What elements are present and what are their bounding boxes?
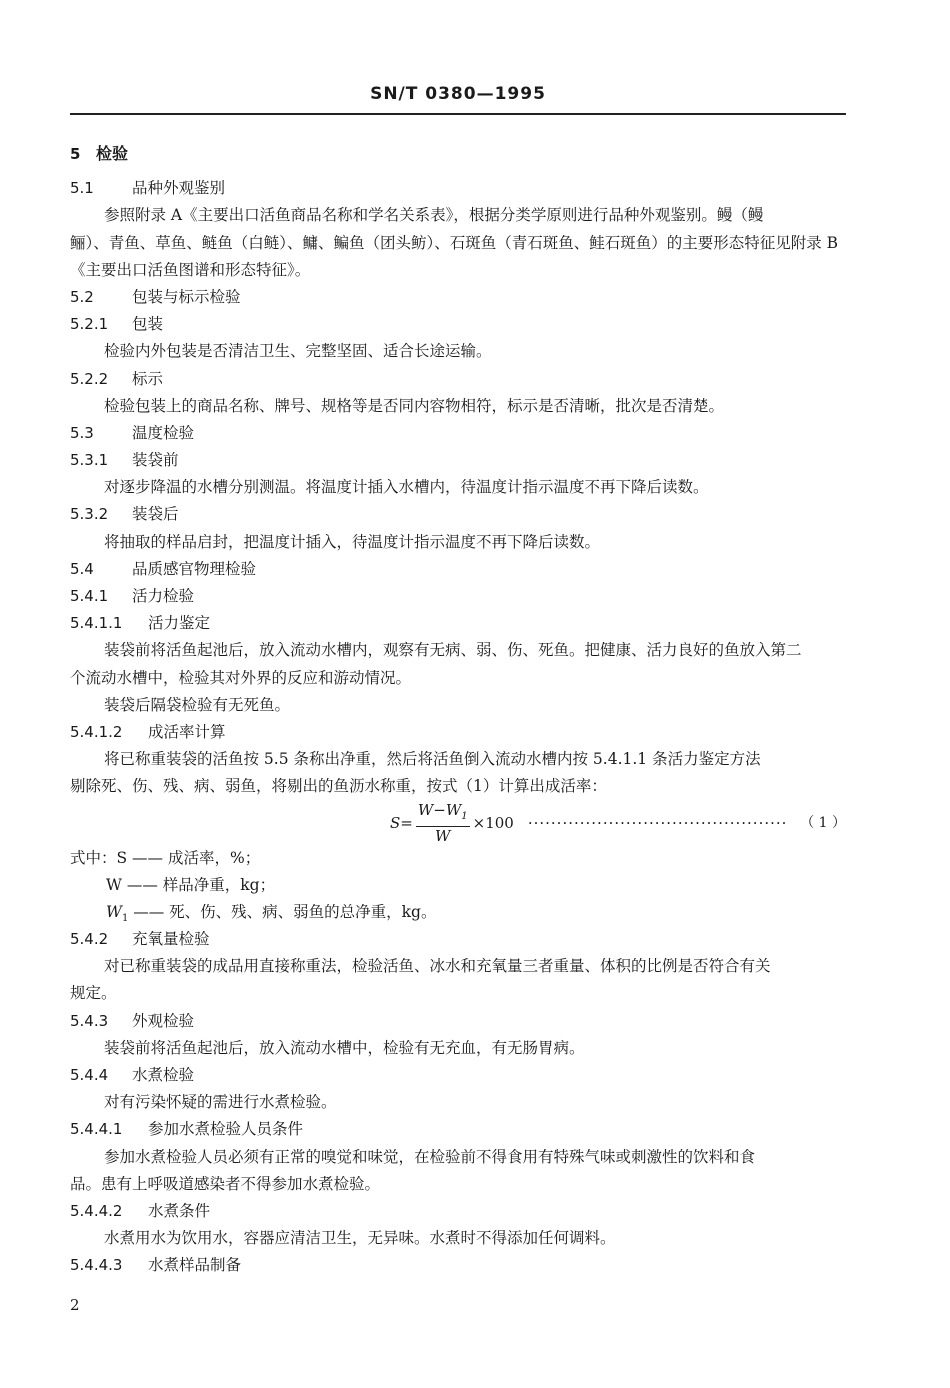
paragraph-line: 个流动水槽中，检验其对外界的反应和游动情况。 [70, 668, 412, 687]
subsection-heading [70, 556, 846, 583]
clause-number: 5.4.1.1 [70, 614, 123, 633]
paragraph-line: 规定。 [70, 984, 117, 1003]
document-body [70, 140, 846, 1280]
paragraph-line: 参加水煮检验人员必须有正常的嗅觉和味觉，在检验前不得食用有特殊气味或刺激性的饮料和食 [104, 1147, 756, 1166]
clause-number: 5.2.1 [70, 315, 109, 334]
page-number: 2 [70, 1296, 80, 1314]
paragraph-line: 检验包装上的商品名称、牌号、规格等是否同内容物相符，标示是否清晰，批次是否清楚。 [104, 396, 725, 415]
survival-rate-formula [70, 800, 846, 845]
clause-number: 5.4.4.3 [70, 1256, 123, 1275]
formula-numerator [416, 801, 470, 827]
clause-title: 参加水煮检验人员条件 [148, 1120, 304, 1139]
clause-number: 5.4.3 [70, 1011, 109, 1030]
standard-number: SN/T 0380—1995 [370, 84, 546, 104]
section-number: 5 [70, 145, 81, 163]
formula-denominator: W [435, 826, 451, 845]
definition-line: W —— 样品净重，kg； [106, 875, 276, 894]
clause-title: 品种外观鉴别 [132, 179, 226, 198]
section-title: 检验 [96, 144, 129, 163]
paragraph-line: 将抽取的样品启封，把温度计插入，待温度计指示温度不再下降后读数。 [104, 532, 601, 551]
clause-number: 5.3.2 [70, 505, 109, 524]
numerator-subscript: 1 [461, 810, 468, 822]
clause-number: 5.4.2 [70, 930, 109, 949]
clause-number: 5.4.4 [70, 1066, 109, 1084]
document-header [70, 84, 846, 104]
paragraph-line: 《主要出口活鱼图谱和形态特征》。 [70, 260, 311, 279]
subsection-heading [70, 366, 846, 393]
paragraph-line: 水煮用水为饮用水，容器应清洁卫生，无异味。水煮时不得添加任何调料。 [104, 1229, 616, 1248]
subsection-heading [70, 926, 846, 953]
clause-number: 5.2.2 [70, 369, 109, 388]
paragraph-line: 品。患有上呼吸道感染者不得参加水煮检验。 [70, 1174, 381, 1193]
formula-leader-dots: ············································· [527, 813, 788, 832]
subsection-heading [70, 447, 846, 474]
paragraph-line: 装袋后隔袋检验有无死鱼。 [104, 695, 291, 714]
clause-number: 5.1 [70, 179, 94, 198]
subsection-heading [70, 501, 846, 528]
clause-title: 水煮样品制备 [148, 1256, 242, 1275]
header-rule [70, 113, 846, 115]
definition-line [70, 899, 846, 926]
clause-title: 包装 [132, 315, 164, 334]
paragraph-line: 参照附录 A《主要出口活鱼商品名称和学名关系表》，根据分类学原则进行品种外观鉴别。鳗（鳗 [104, 206, 764, 225]
subsection-heading [70, 1062, 846, 1089]
clause-number: 5.4.1 [70, 587, 109, 605]
numerator-text: W−W [417, 800, 462, 819]
formula-definitions [70, 845, 846, 927]
subsection-heading [70, 175, 846, 202]
subsection-heading [70, 284, 846, 311]
paragraph-line: 对已称重装袋的成品用直接称重法，检验活鱼、冰水和充氧量三者重量、体积的比例是否符合有关 [104, 957, 771, 976]
definition-subscript: 1 [121, 912, 129, 924]
equation-number: （ 1 ） [800, 814, 846, 831]
formula-rhs: ×100 [472, 813, 514, 832]
clause-title: 外观检验 [132, 1011, 195, 1030]
subsection-heading [70, 1116, 846, 1143]
clause-title: 装袋前 [132, 451, 179, 470]
subsection-heading [70, 420, 846, 447]
clause-title: 水煮条件 [148, 1201, 211, 1220]
paragraph-line: 检验内外包装是否清洁卫生、完整坚固、适合长途运输。 [104, 342, 492, 361]
definition-text: —— 死、伤、残、病、弱鱼的总净重，kg。 [128, 902, 437, 921]
paragraph-line: 对有污染怀疑的需进行水煮检验。 [104, 1093, 337, 1112]
clause-number: 5.4 [70, 559, 94, 578]
subsection-heading [70, 1198, 846, 1225]
paragraph-line: 将已称重装袋的活鱼按 5.5 条称出净重，然后将活鱼倒入流动水槽内按 5.4.1.1 条活力鉴定方法 [104, 750, 761, 769]
clause-number: 5.4.4.1 [70, 1120, 123, 1139]
clause-number: 5.4.4.2 [70, 1201, 123, 1220]
clause-title: 活力鉴定 [148, 614, 211, 633]
section-heading [70, 140, 846, 167]
clause-title: 温度检验 [132, 423, 195, 442]
definition-symbol: W [106, 902, 122, 921]
clause-title: 充氧量检验 [132, 930, 210, 949]
paragraph-line: 剔除死、伤、残、病、弱鱼，将剔出的鱼沥水称重，按式（1）计算出成活率： [70, 777, 607, 796]
clause-number: 5.2 [70, 287, 94, 306]
subsection-heading [70, 610, 846, 637]
clause-title: 活力检验 [132, 587, 195, 605]
clause-title: 装袋后 [132, 505, 179, 524]
definition-line: 式中：S —— 成活率，%； [70, 848, 261, 867]
clause-title: 成活率计算 [148, 722, 226, 741]
subsection-heading [70, 311, 846, 338]
formula-lhs: S= [390, 813, 413, 832]
paragraph-line: 鲡）、青鱼、草鱼、鲢鱼（白鲢）、鳙、鳊鱼（团头鲂）、石斑鱼（青石斑鱼、鲑石斑鱼）的主要形态特征见附录 B [70, 233, 839, 252]
clause-title: 品质感官物理检验 [132, 559, 257, 578]
subsection-heading [70, 583, 846, 610]
paragraph-line: 装袋前将活鱼起池后，放入流动水槽内，观察有无病、弱、伤、死鱼。把健康、活力良好的鱼放入第二 [104, 641, 802, 660]
subsection-heading [70, 1252, 846, 1279]
paragraph-line: 装袋前将活鱼起池后，放入流动水槽中，检验有无充血，有无肠胃病。 [104, 1038, 585, 1057]
clause-title: 水煮检验 [132, 1066, 195, 1084]
subsection-heading [70, 1008, 846, 1035]
paragraph-line: 对逐步降温的水槽分别测温。将温度计插入水槽内，待温度计指示温度不再下降后读数。 [104, 478, 709, 497]
clause-title: 包装与标示检验 [132, 287, 241, 306]
formula-fraction [416, 801, 470, 845]
clause-number: 5.4.1.2 [70, 722, 123, 741]
clause-number: 5.3 [70, 423, 94, 442]
subsection-heading [70, 719, 846, 746]
clause-number: 5.3.1 [70, 451, 109, 470]
clause-title: 标示 [132, 369, 164, 388]
